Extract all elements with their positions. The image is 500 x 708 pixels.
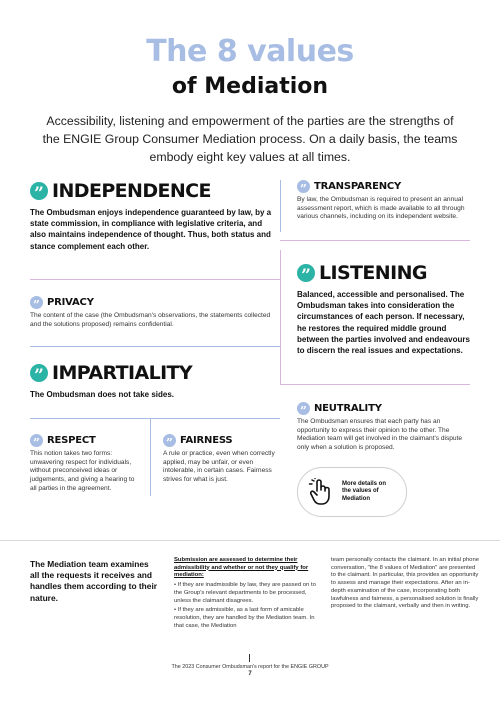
- quote-icon: ”: [30, 364, 48, 382]
- divider: [280, 240, 470, 241]
- value-privacy: [30, 296, 275, 329]
- quote-icon: ”: [30, 434, 43, 447]
- divider: [150, 418, 151, 496]
- value-text: The Ombudsman ensures that each party has an opportunity to express their opinion to the other. The Mediation team will get involved in the claimant's dispute only when a solution is proposed.: [297, 418, 463, 452]
- value-title: LISTENING: [319, 262, 427, 284]
- more-details-button[interactable]: [297, 467, 407, 517]
- value-impartiality: [30, 362, 275, 400]
- footer-divider: [249, 654, 250, 662]
- divider: [280, 384, 470, 385]
- value-text: Balanced, accessible and personalised. The Ombudsman takes into consideration the circumstances of each person. If necessary, he restores the required middle ground between the parties involved and endeavours to discern the real issues and expectations.: [297, 290, 470, 356]
- divider: [30, 346, 280, 347]
- intro-text: Accessibility, listening and empowerment of the parties are the strengths of the ENGIE Group Consumer Mediation process. On a daily basis, the teams embody eight key values at all times.: [42, 114, 458, 164]
- quote-icon: ”: [163, 434, 176, 447]
- more-details-label: More details on the values of Mediation: [342, 480, 387, 502]
- value-text: The Ombudsman enjoys independence guaranteed by law, by a state commission, in compliance with legislative criteria, and also maintains independence of thought. Thus, both status and stance complement each other.: [30, 208, 272, 251]
- footer-text: The 2023 Consumer Ombudsman's report for the ENGIE GROUP: [171, 664, 329, 670]
- value-respect: [30, 434, 142, 494]
- divider: [30, 279, 280, 280]
- inadmissible-item: • If they are inadmissible by law, they are passed on to the Group's relevant departments to be processed, unless the claimant disagrees.: [174, 582, 316, 604]
- mediation-process-part2: team personally contacts the claimant. In an initial phone conversation, "the 8 values of Mediation" are presented to the claimant. In particular, this provides an opportunity to assess and manage their expectations. After an in-depth examination of the case, incorporating both lawfulness and fairness, a personalised solution is finally proposed to the claimant, verbally and then in writing.: [331, 557, 480, 610]
- value-independence: [30, 180, 275, 252]
- quote-icon: ”: [297, 264, 315, 282]
- value-text: The content of the case (the Ombudsman's observations, the statements collected and the solutions proposed) remains confidential.: [30, 312, 271, 328]
- value-title: RESPECT: [47, 435, 96, 446]
- page-title: The 8 values: [146, 34, 354, 69]
- value-title: NEUTRALITY: [314, 403, 382, 414]
- value-title: INDEPENDENCE: [52, 180, 211, 202]
- hand-pointer-icon: [308, 478, 334, 506]
- divider: [280, 180, 281, 232]
- value-text: The Ombudsman does not take sides.: [30, 390, 175, 399]
- value-text: By law, the Ombudsman is required to present an annual assessment report, which is made available to all through various channels, including on its independent website.: [297, 196, 465, 221]
- admissible-item: • If they are admissible, as a last form of amicable resolution, they are handled by the Mediation team. In that case, the Mediation: [174, 607, 315, 629]
- quote-icon: ”: [297, 180, 310, 193]
- value-transparency: [297, 180, 467, 222]
- mediation-summary: The Mediation team examines all the requests it receives and handles them according to their nature.: [30, 559, 158, 603]
- assessment-heading: Submission are assessed to determine their admissibility and whether or not they qualify for mediation:: [174, 557, 309, 579]
- value-neutrality: [297, 402, 472, 453]
- value-title: FAIRNESS: [180, 435, 233, 446]
- quote-icon: ”: [30, 182, 48, 200]
- value-title: PRIVACY: [47, 297, 94, 308]
- value-text: This notion takes two forms: unwavering respect for individuals, without preconceived ideas or judgements, and giving a hearing to all parties in the agreement.: [30, 450, 135, 492]
- page-number: 7: [248, 671, 252, 677]
- value-title: IMPARTIALITY: [52, 362, 193, 384]
- quote-icon: ”: [297, 402, 310, 415]
- value-title: TRANSPARENCY: [314, 181, 402, 192]
- value-fairness: [163, 434, 275, 485]
- quote-icon: ”: [30, 296, 43, 309]
- mediation-process-part1: [174, 557, 322, 632]
- divider: [0, 540, 500, 541]
- divider: [280, 250, 281, 384]
- divider: [30, 418, 280, 419]
- value-listening: [297, 262, 472, 356]
- page-subtitle: of Mediation: [171, 74, 329, 99]
- value-text: A rule or practice, even when correctly applied, may be unfair, or even intolerable, in certain cases. Fairness strives for what is just.: [163, 450, 275, 484]
